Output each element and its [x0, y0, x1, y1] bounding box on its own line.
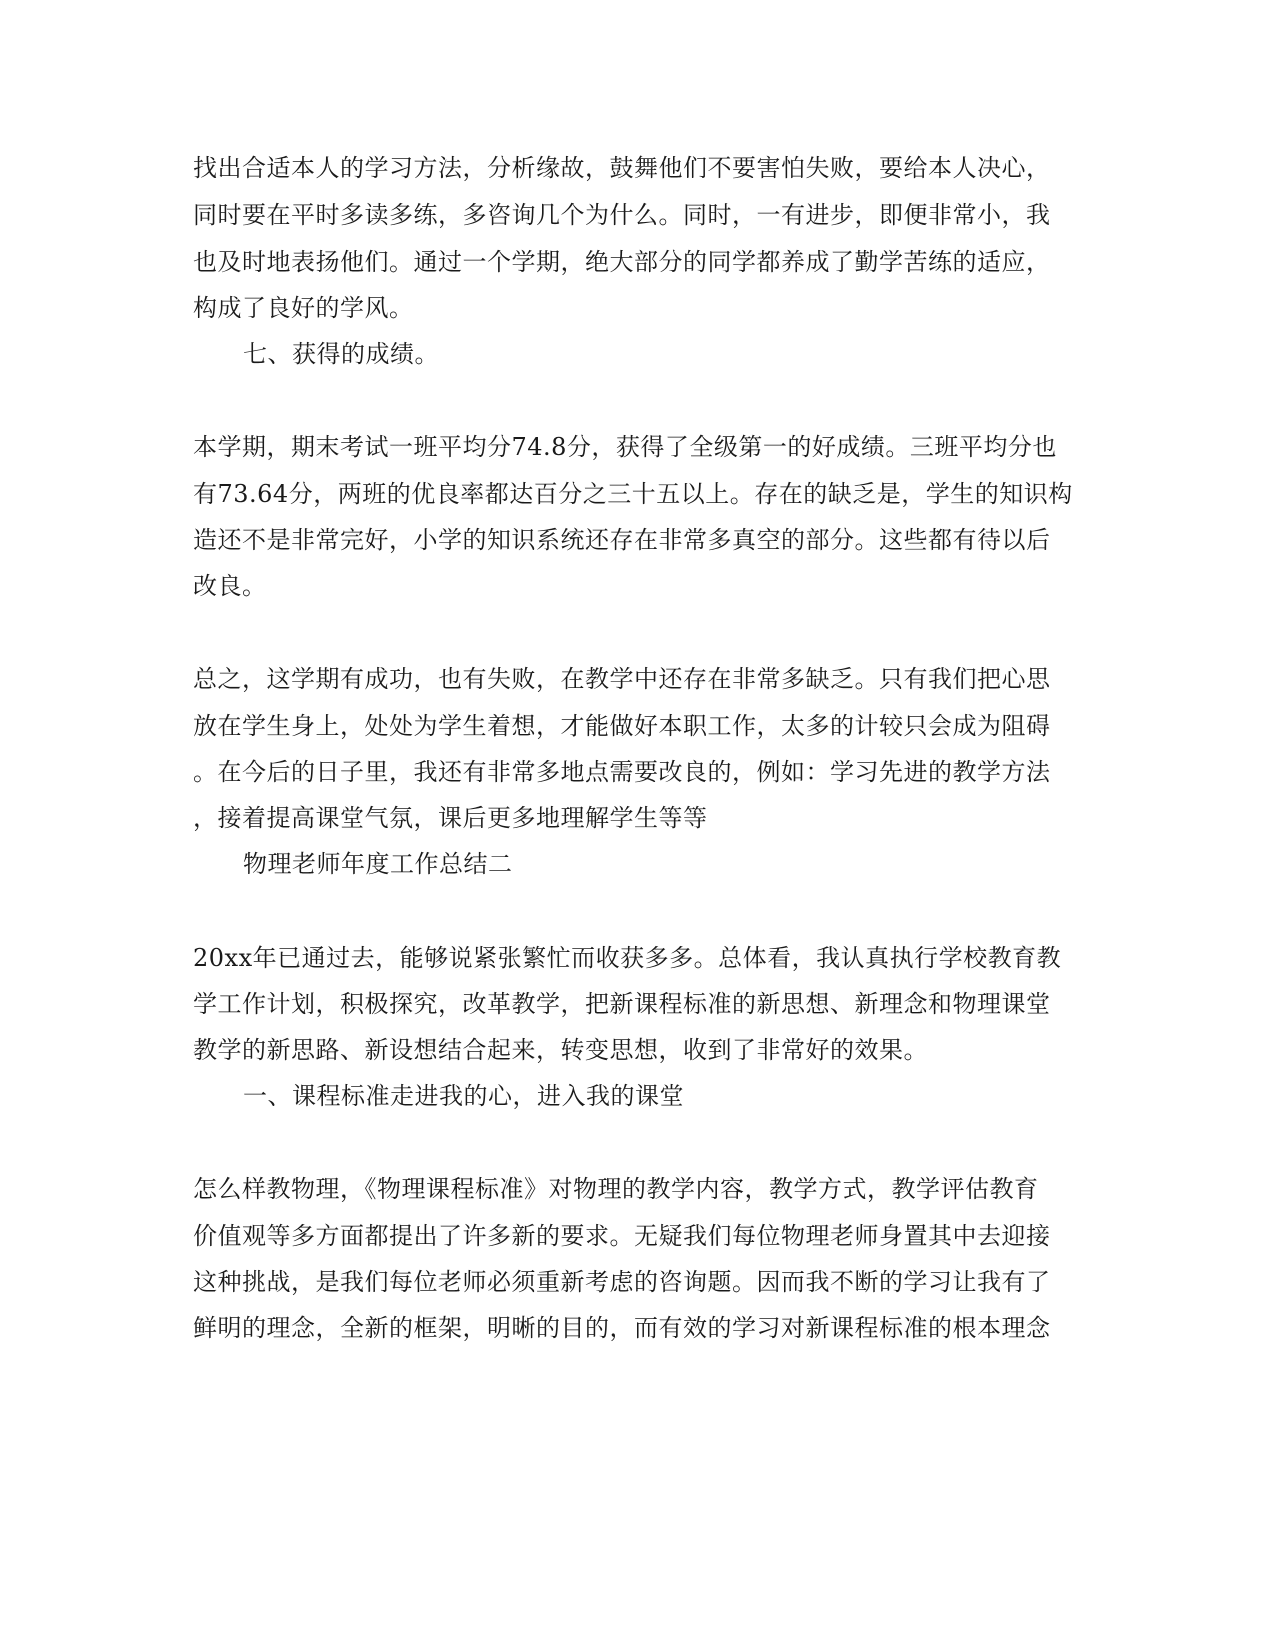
- section-heading: 七、获得的成绩。: [243, 340, 439, 368]
- text-line: 改良。: [193, 572, 267, 600]
- text-line: 同时要在平时多读多练，多咨询几个为什么。同时，一有进步，即便非常小，我: [193, 201, 1051, 229]
- text-line: 鲜明的理念，全新的框架，明晰的目的，而有效的学习对新课程标准的根本理念: [193, 1314, 1051, 1342]
- text-line: 这种挑战，是我们每位老师必须重新考虑的咨询题。因而我不断的学习让我有了: [193, 1268, 1051, 1296]
- text-line: 学工作计划，积极探究，改革教学，把新课程标准的新思想、新理念和物理课堂: [193, 990, 1051, 1018]
- section-heading: 一、课程标准走进我的心，进入我的课堂: [243, 1082, 684, 1110]
- text-line: 教学的新思路、新设想结合起来，转变思想，收到了非常好的效果。: [193, 1036, 928, 1064]
- text-line: 20xx年已通过去，能够说紧张繁忙而收获多多。总体看，我认真执行学校教育教: [193, 944, 1062, 972]
- document-title: 物理老师年度工作总结二: [243, 850, 513, 878]
- text-line: 有73.64分，两班的优良率都达百分之三十五以上。存在的缺乏是，学生的知识构: [193, 480, 1073, 508]
- text-line: 怎么样教物理，《物理课程标准》对物理的教学内容，教学方式，教学评估教育: [193, 1175, 1039, 1203]
- text-line: 。在今后的日子里，我还有非常多地点需要改良的，例如：学习先进的教学方法: [193, 758, 1051, 786]
- text-line: 本学期，期末考试一班平均分74.8分，获得了全级第一的好成绩。三班平均分也: [193, 433, 1057, 461]
- text-line: 总之，这学期有成功，也有失败，在教学中还存在非常多缺乏。只有我们把心思: [193, 665, 1051, 693]
- text-line: 找出合适本人的学习方法，分析缘故，鼓舞他们不要害怕失败，要给本人决心，: [193, 154, 1051, 182]
- text-line: 造还不是非常完好，小学的知识系统还存在非常多真空的部分。这些都有待以后: [193, 526, 1051, 554]
- text-line: 也及时地表扬他们。通过一个学期，绝大部分的同学都养成了勤学苦练的适应，: [193, 248, 1051, 276]
- text-line: 放在学生身上，处处为学生着想，才能做好本职工作，太多的计较只会成为阻碍: [193, 712, 1051, 740]
- text-line: 构成了良好的学风。: [193, 294, 414, 322]
- text-line: 价值观等多方面都提出了许多新的要求。无疑我们每位物理老师身置其中去迎接: [193, 1222, 1051, 1250]
- text-line: ，接着提高课堂气氛，课后更多地理解学生等等: [193, 804, 708, 832]
